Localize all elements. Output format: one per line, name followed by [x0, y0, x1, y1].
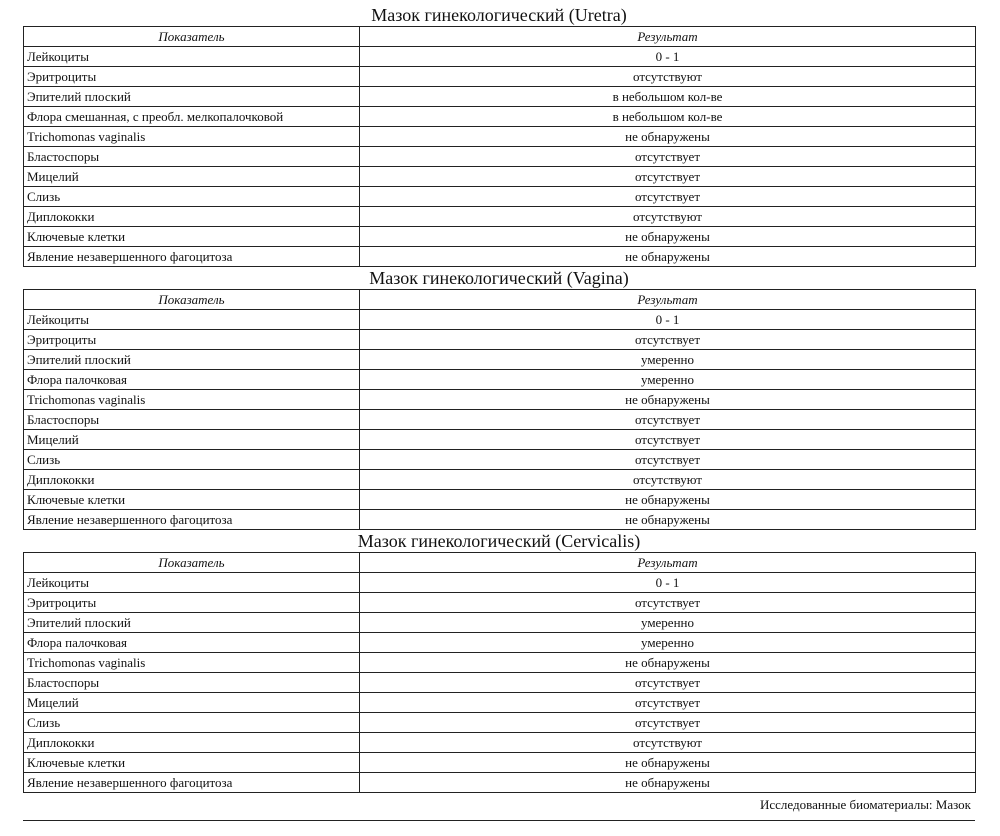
- parameter-result: отсутствуют: [360, 67, 976, 87]
- column-header-parameter: Показатель: [24, 553, 360, 573]
- parameter-name: Мицелий: [24, 167, 360, 187]
- report-sections: [23, 4, 975, 793]
- parameter-name: Слизь: [24, 187, 360, 207]
- parameter-result: отсутствует: [360, 430, 976, 450]
- parameter-result: отсутствует: [360, 147, 976, 167]
- table-row: [24, 450, 976, 470]
- table-row: [24, 390, 976, 410]
- table-row: [24, 613, 976, 633]
- table-row: [24, 593, 976, 613]
- table-row: [24, 207, 976, 227]
- parameter-name: Флора палочковая: [24, 370, 360, 390]
- parameter-result: отсутствуют: [360, 470, 976, 490]
- table-row: [24, 733, 976, 753]
- parameter-name: Бластоспоры: [24, 147, 360, 167]
- table-row: [24, 147, 976, 167]
- table-row: [24, 227, 976, 247]
- parameter-result: не обнаружены: [360, 490, 976, 510]
- report-section: [23, 530, 975, 793]
- parameter-result: отсутствует: [360, 330, 976, 350]
- table-row: [24, 370, 976, 390]
- table-row: [24, 127, 976, 147]
- table-row: [24, 470, 976, 490]
- parameter-result: не обнаружены: [360, 227, 976, 247]
- table-row: [24, 67, 976, 87]
- table-row: [24, 47, 976, 67]
- parameter-result: в небольшом кол-ве: [360, 87, 976, 107]
- parameter-name: Слизь: [24, 450, 360, 470]
- parameter-name: Бластоспоры: [24, 673, 360, 693]
- parameter-result: отсутствует: [360, 693, 976, 713]
- parameter-result: отсутствует: [360, 713, 976, 733]
- parameter-result: умеренно: [360, 370, 976, 390]
- parameter-result: 0 - 1: [360, 310, 976, 330]
- parameter-name: Мицелий: [24, 693, 360, 713]
- parameter-result: отсутствует: [360, 187, 976, 207]
- parameter-result: не обнаружены: [360, 653, 976, 673]
- footer-divider: [23, 820, 975, 821]
- table-row: [24, 187, 976, 207]
- parameter-result: не обнаружены: [360, 773, 976, 793]
- footer-biomaterials-note: Исследованные биоматериалы: Мазок: [759, 797, 971, 812]
- column-header-parameter: Показатель: [24, 290, 360, 310]
- parameter-name: Ключевые клетки: [24, 753, 360, 773]
- table-row: [24, 247, 976, 267]
- table-row: [24, 573, 976, 593]
- table-row: [24, 653, 976, 673]
- table-row: [24, 510, 976, 530]
- parameter-result: отсутствует: [360, 167, 976, 187]
- parameter-name: Слизь: [24, 713, 360, 733]
- table-header-row: [24, 27, 976, 47]
- report-section: [23, 267, 975, 530]
- table-row: [24, 633, 976, 653]
- parameter-result: отсутствует: [360, 673, 976, 693]
- table-row: [24, 673, 976, 693]
- table-header-row: [24, 290, 976, 310]
- parameter-result: умеренно: [360, 350, 976, 370]
- parameter-result: 0 - 1: [360, 47, 976, 67]
- results-table: [23, 552, 976, 793]
- parameter-result: не обнаружены: [360, 127, 976, 147]
- parameter-name: Эритроциты: [24, 330, 360, 350]
- column-header-result: Результат: [360, 553, 976, 573]
- parameter-name: Ключевые клетки: [24, 490, 360, 510]
- column-header-result: Результат: [360, 27, 976, 47]
- parameter-name: Явление незавершенного фагоцитоза: [24, 773, 360, 793]
- report-section: [23, 4, 975, 267]
- parameter-name: Эпителий плоский: [24, 87, 360, 107]
- parameter-name: Ключевые клетки: [24, 227, 360, 247]
- parameter-name: Бластоспоры: [24, 410, 360, 430]
- table-row: [24, 350, 976, 370]
- parameter-result: в небольшом кол-ве: [360, 107, 976, 127]
- parameter-name: Явление незавершенного фагоцитоза: [24, 247, 360, 267]
- lab-report: [23, 4, 975, 821]
- parameter-name: Эпителий плоский: [24, 350, 360, 370]
- table-row: [24, 773, 976, 793]
- table-row: [24, 410, 976, 430]
- table-header-row: [24, 553, 976, 573]
- table-row: [24, 753, 976, 773]
- table-row: [24, 490, 976, 510]
- parameter-result: отсутствует: [360, 450, 976, 470]
- parameter-name: Эритроциты: [24, 593, 360, 613]
- parameter-name: Диплококки: [24, 733, 360, 753]
- results-table: [23, 26, 976, 267]
- parameter-result: не обнаружены: [360, 247, 976, 267]
- section-title: Мазок гинекологический (Uretra): [371, 5, 627, 25]
- parameter-name: Явление незавершенного фагоцитоза: [24, 510, 360, 530]
- table-row: [24, 107, 976, 127]
- parameter-name: Мицелий: [24, 430, 360, 450]
- section-title: Мазок гинекологический (Cervicalis): [357, 531, 641, 551]
- parameter-result: не обнаружены: [360, 510, 976, 530]
- section-title: Мазок гинекологический (Vagina): [369, 268, 629, 288]
- parameter-name: Диплококки: [24, 207, 360, 227]
- parameter-name: Эпителий плоский: [24, 613, 360, 633]
- results-table: [23, 289, 976, 530]
- parameter-result: не обнаружены: [360, 390, 976, 410]
- parameter-result: отсутствуют: [360, 207, 976, 227]
- parameter-name: Лейкоциты: [24, 310, 360, 330]
- column-header-parameter: Показатель: [24, 27, 360, 47]
- parameter-name: Trichomonas vaginalis: [24, 127, 360, 147]
- parameter-result: отсутствует: [360, 593, 976, 613]
- parameter-result: отсутствует: [360, 410, 976, 430]
- parameter-result: умеренно: [360, 633, 976, 653]
- parameter-name: Trichomonas vaginalis: [24, 390, 360, 410]
- parameter-result: отсутствуют: [360, 733, 976, 753]
- table-row: [24, 330, 976, 350]
- column-header-result: Результат: [360, 290, 976, 310]
- parameter-result: 0 - 1: [360, 573, 976, 593]
- table-row: [24, 87, 976, 107]
- table-row: [24, 167, 976, 187]
- parameter-result: умеренно: [360, 613, 976, 633]
- table-row: [24, 430, 976, 450]
- table-row: [24, 713, 976, 733]
- parameter-result: не обнаружены: [360, 753, 976, 773]
- parameter-name: Диплококки: [24, 470, 360, 490]
- parameter-name: Флора палочковая: [24, 633, 360, 653]
- table-row: [24, 693, 976, 713]
- parameter-name: Флора смешанная, с преобл. мелкопалочковой: [24, 107, 360, 127]
- parameter-name: Эритроциты: [24, 67, 360, 87]
- table-row: [24, 310, 976, 330]
- parameter-name: Trichomonas vaginalis: [24, 653, 360, 673]
- parameter-name: Лейкоциты: [24, 573, 360, 593]
- parameter-name: Лейкоциты: [24, 47, 360, 67]
